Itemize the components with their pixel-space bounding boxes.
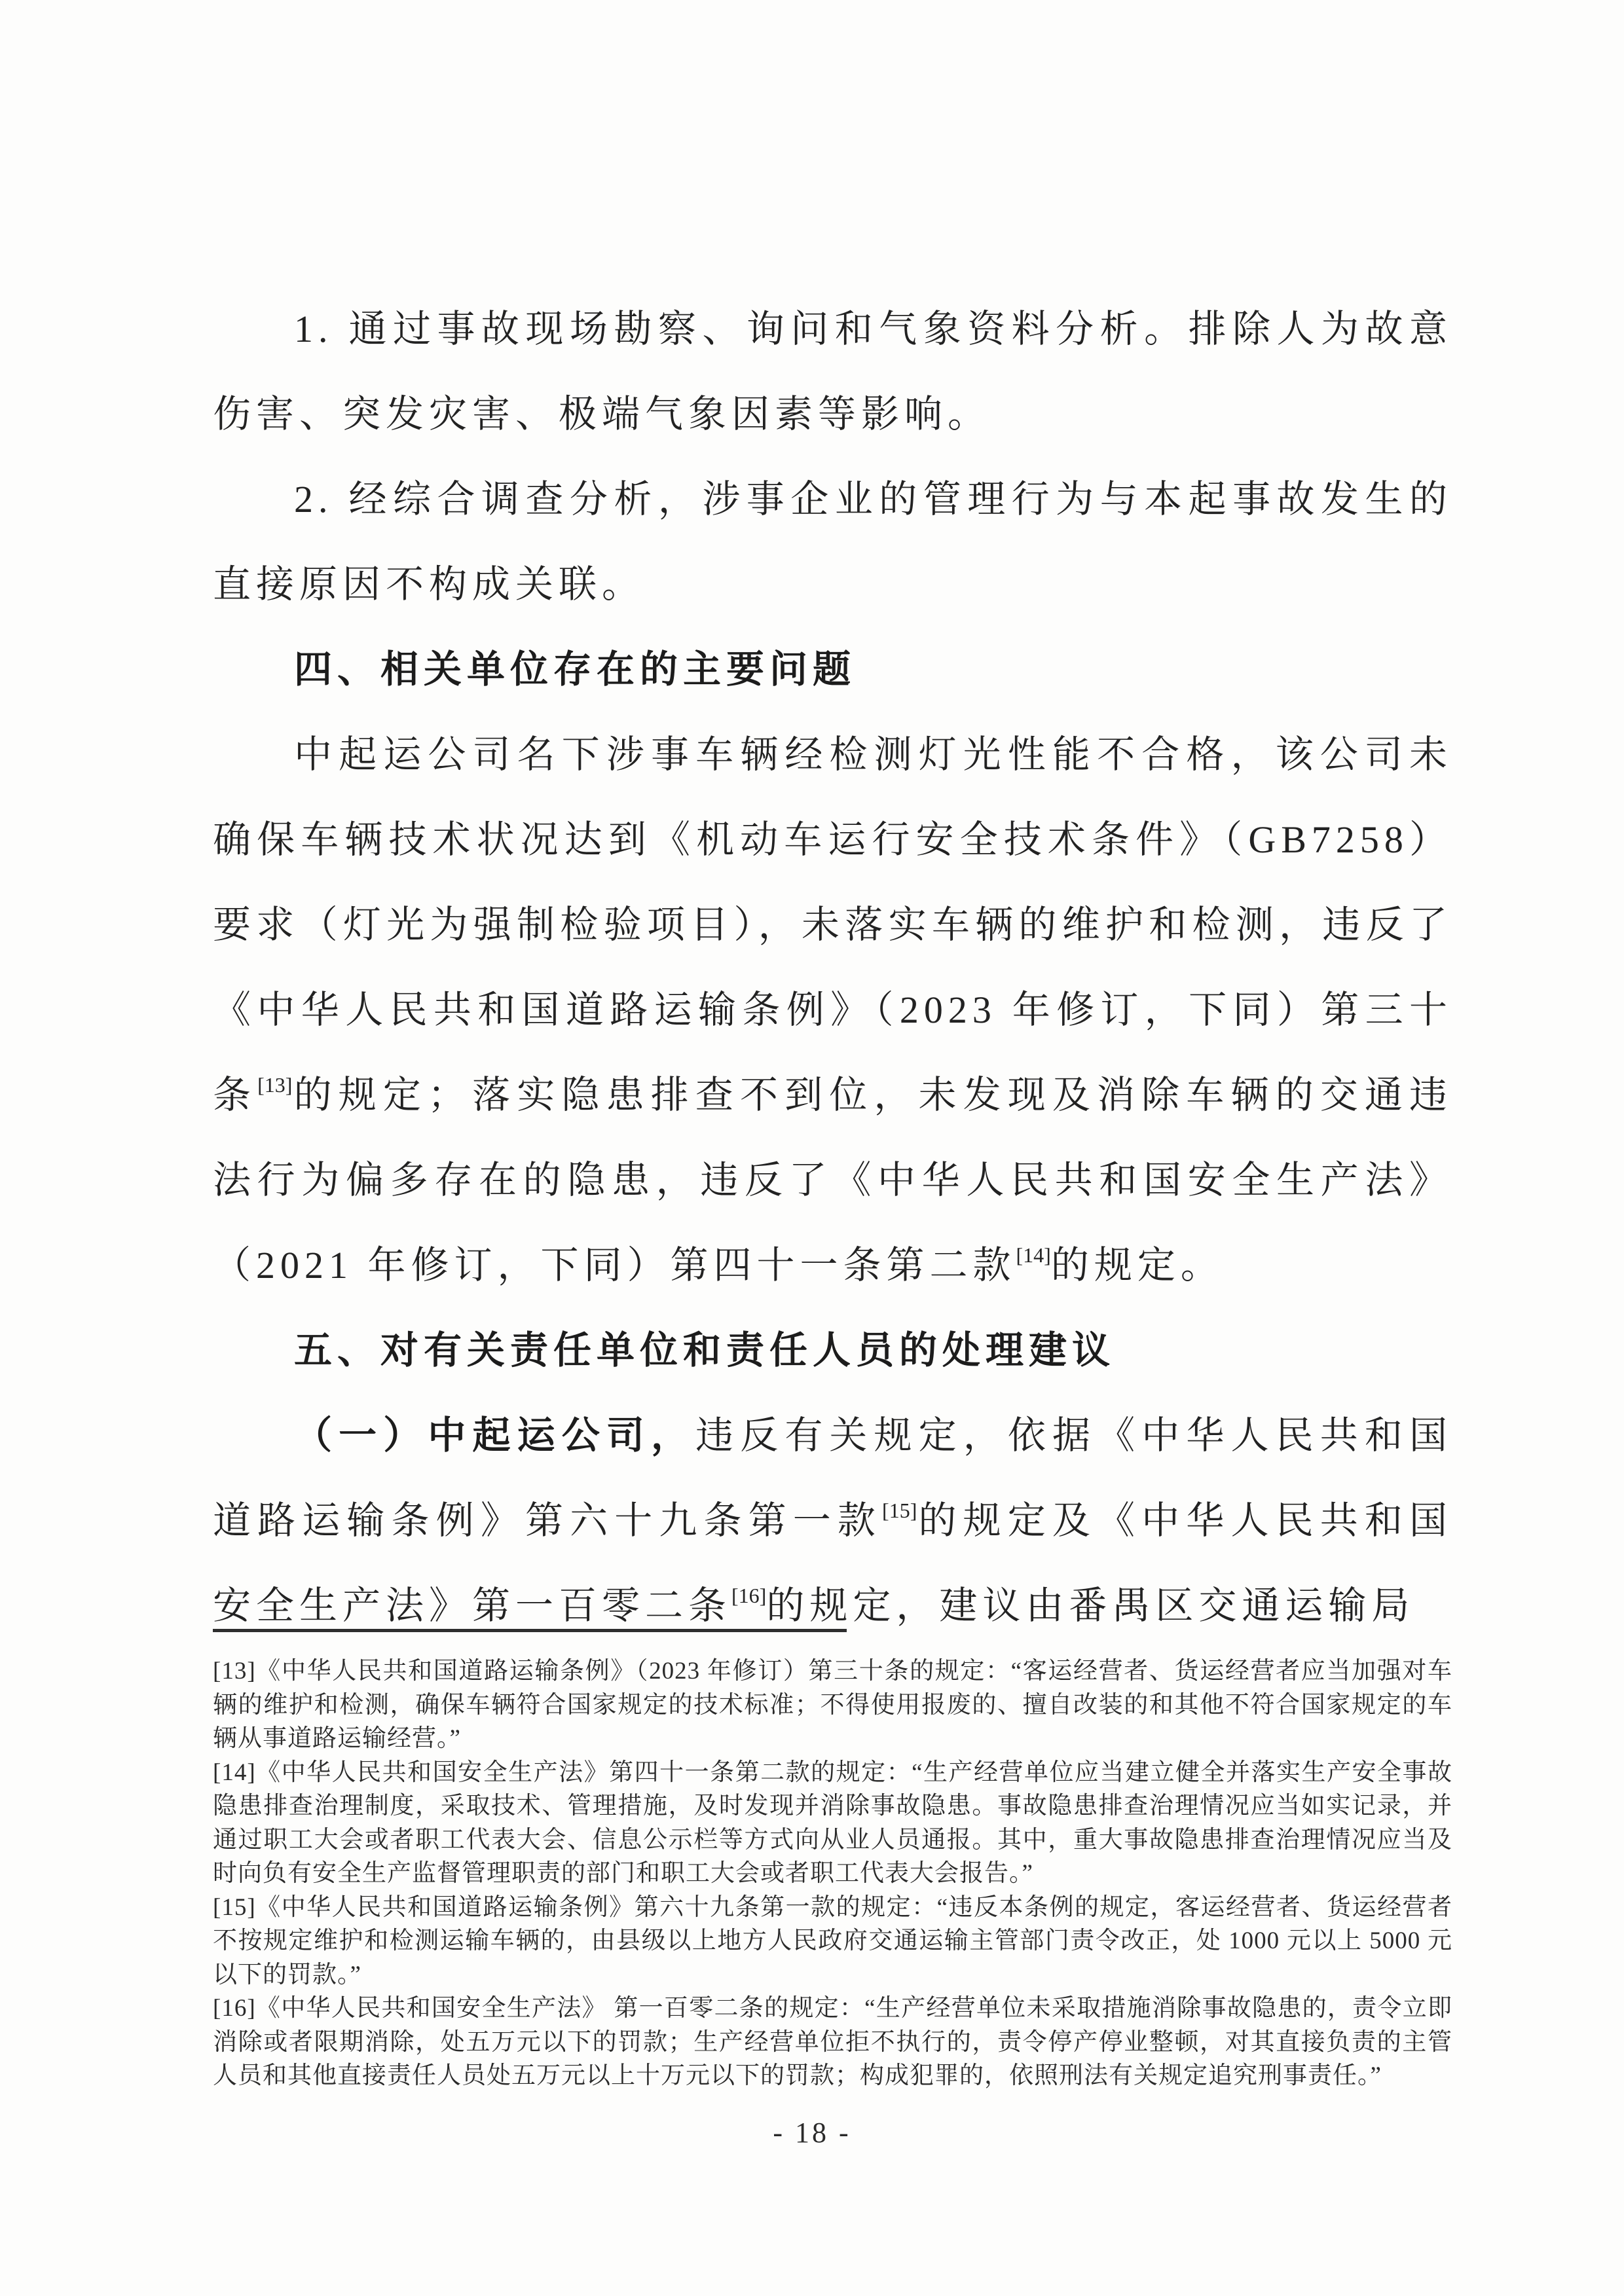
footnote-16 <box>213 1992 1452 2093</box>
section-5-text-3: 的规定，建议由番禺区交通运输局 <box>766 1584 1415 1627</box>
footnote-ref-14: [14] <box>1016 1243 1051 1267</box>
document-body <box>213 287 1452 1649</box>
section-5-lead-bold: （一）中起运公司， <box>294 1414 696 1457</box>
footnote-14-text: 《中华人民共和国安全生产法》第四十一条第二款的规定：“生产经营单位应当建立健全并落实生产安全事故隐患排查治理制度，采取技术、管理措施，及时发现并消除事故隐患。事故隐患排查治理情况应当如实记录，并通过职工大会或者职工代表大会、信息公示栏等方式向从业人员通报。其中，重大事故隐患排查治理情况应当及时向负有安全生产监督管理职责的部门和职工大会或者职工代表大会报告。” <box>213 1758 1452 1887</box>
section-5-text-1: 违反有关规定，依据《中华人民共和国道路运输条例》第六十九条第一款 <box>213 1414 1452 1542</box>
section-4-text-2: 的规定；落实隐患排查不到位，未发现及消除车辆的交通违法行为偏多存在的隐患，违反了《中华人民共和国安全生产法》（2021 年修订，下同）第四十一条第二款 <box>213 1074 1452 1286</box>
footnote-15-marker: [15] <box>213 1893 256 1921</box>
page-number: - 18 - <box>773 2117 851 2149</box>
section-5-text-2: 的规定及《中华人民共和国安全生产法》第一百零二条 <box>213 1499 1452 1627</box>
footnote-13-text: 《中华人民共和国道路运输条例》（2023 年修订）第三十条的规定：“客运经营者、货运经营者应当加强对车辆的维护和检测，确保车辆符合国家规定的技术标准；不得使用报废的、擅自改装的和其他不符合国家规定的车辆从事道路运输经营。” <box>213 1658 1452 1752</box>
footnote-16-text: 《中华人民共和国安全生产法》 第一百零二条的规定：“生产经营单位未采取措施消除事故隐患的，责令立即消除或者限期消除，处五万元以下的罚款；生产经营单位拒不执行的，责令停产停业整顿，对其直接负责的主管人员和其他直接责任人员处五万元以上十万元以下的罚款；构成犯罪的，依照刑法有关规定追究刑事责任。” <box>213 1995 1452 2089</box>
section-4-text-3: 的规定。 <box>1050 1244 1224 1286</box>
footnote-separator-line <box>213 1629 847 1632</box>
paragraph-analysis-1: 1. 通过事故现场勘察、询问和气象资料分析。排除人为故意伤害、突发灾害、极端气象因素等影响。 <box>213 308 1452 435</box>
section-4-heading: 四、相关单位存在的主要问题 <box>294 648 857 691</box>
footnote-13 <box>213 1654 1452 1756</box>
footnote-15 <box>213 1891 1452 1992</box>
section-4-paragraph <box>213 712 1452 1308</box>
section-5-paragraph <box>213 1393 1452 1649</box>
paragraph-analysis-2: 2. 经综合调查分析，涉事企业的管理行为与本起事故发生的直接原因不构成关联。 <box>213 478 1452 606</box>
footnote-16-marker: [16] <box>213 1995 256 2022</box>
footnote-14-marker: [14] <box>213 1758 256 1786</box>
section-4-text-1: 中起运公司名下涉事车辆经检测灯光性能不合格，该公司未确保车辆技术状况达到《机动车运行安全技术条件》（GB7258）要求（灯光为强制检验项目），未落实车辆的维护和检测，违反了《中华人民共和国道路运输条例》（2023 年修订，下同）第三十条 <box>213 733 1452 1116</box>
footnote-15-text: 《中华人民共和国道路运输条例》第六十九条第一款的规定：“违反本条例的规定，客运经营者、货运经营者不按规定维护和检测运输车辆的，由县级以上地方人民政府交通运输主管部门责令改正，处 1000 元以上 5000 元以下的罚款。” <box>213 1893 1452 1988</box>
section-5-heading: 五、对有关责任单位和责任人员的处理建议 <box>294 1329 1116 1372</box>
footnote-ref-16: [16] <box>731 1584 767 1607</box>
footnote-13-marker: [13] <box>213 1658 256 1685</box>
footnote-14 <box>213 1756 1452 1891</box>
footnote-ref-13: [13] <box>257 1073 293 1097</box>
footnote-ref-15: [15] <box>882 1499 917 1522</box>
footnotes-section <box>213 1629 1452 2093</box>
